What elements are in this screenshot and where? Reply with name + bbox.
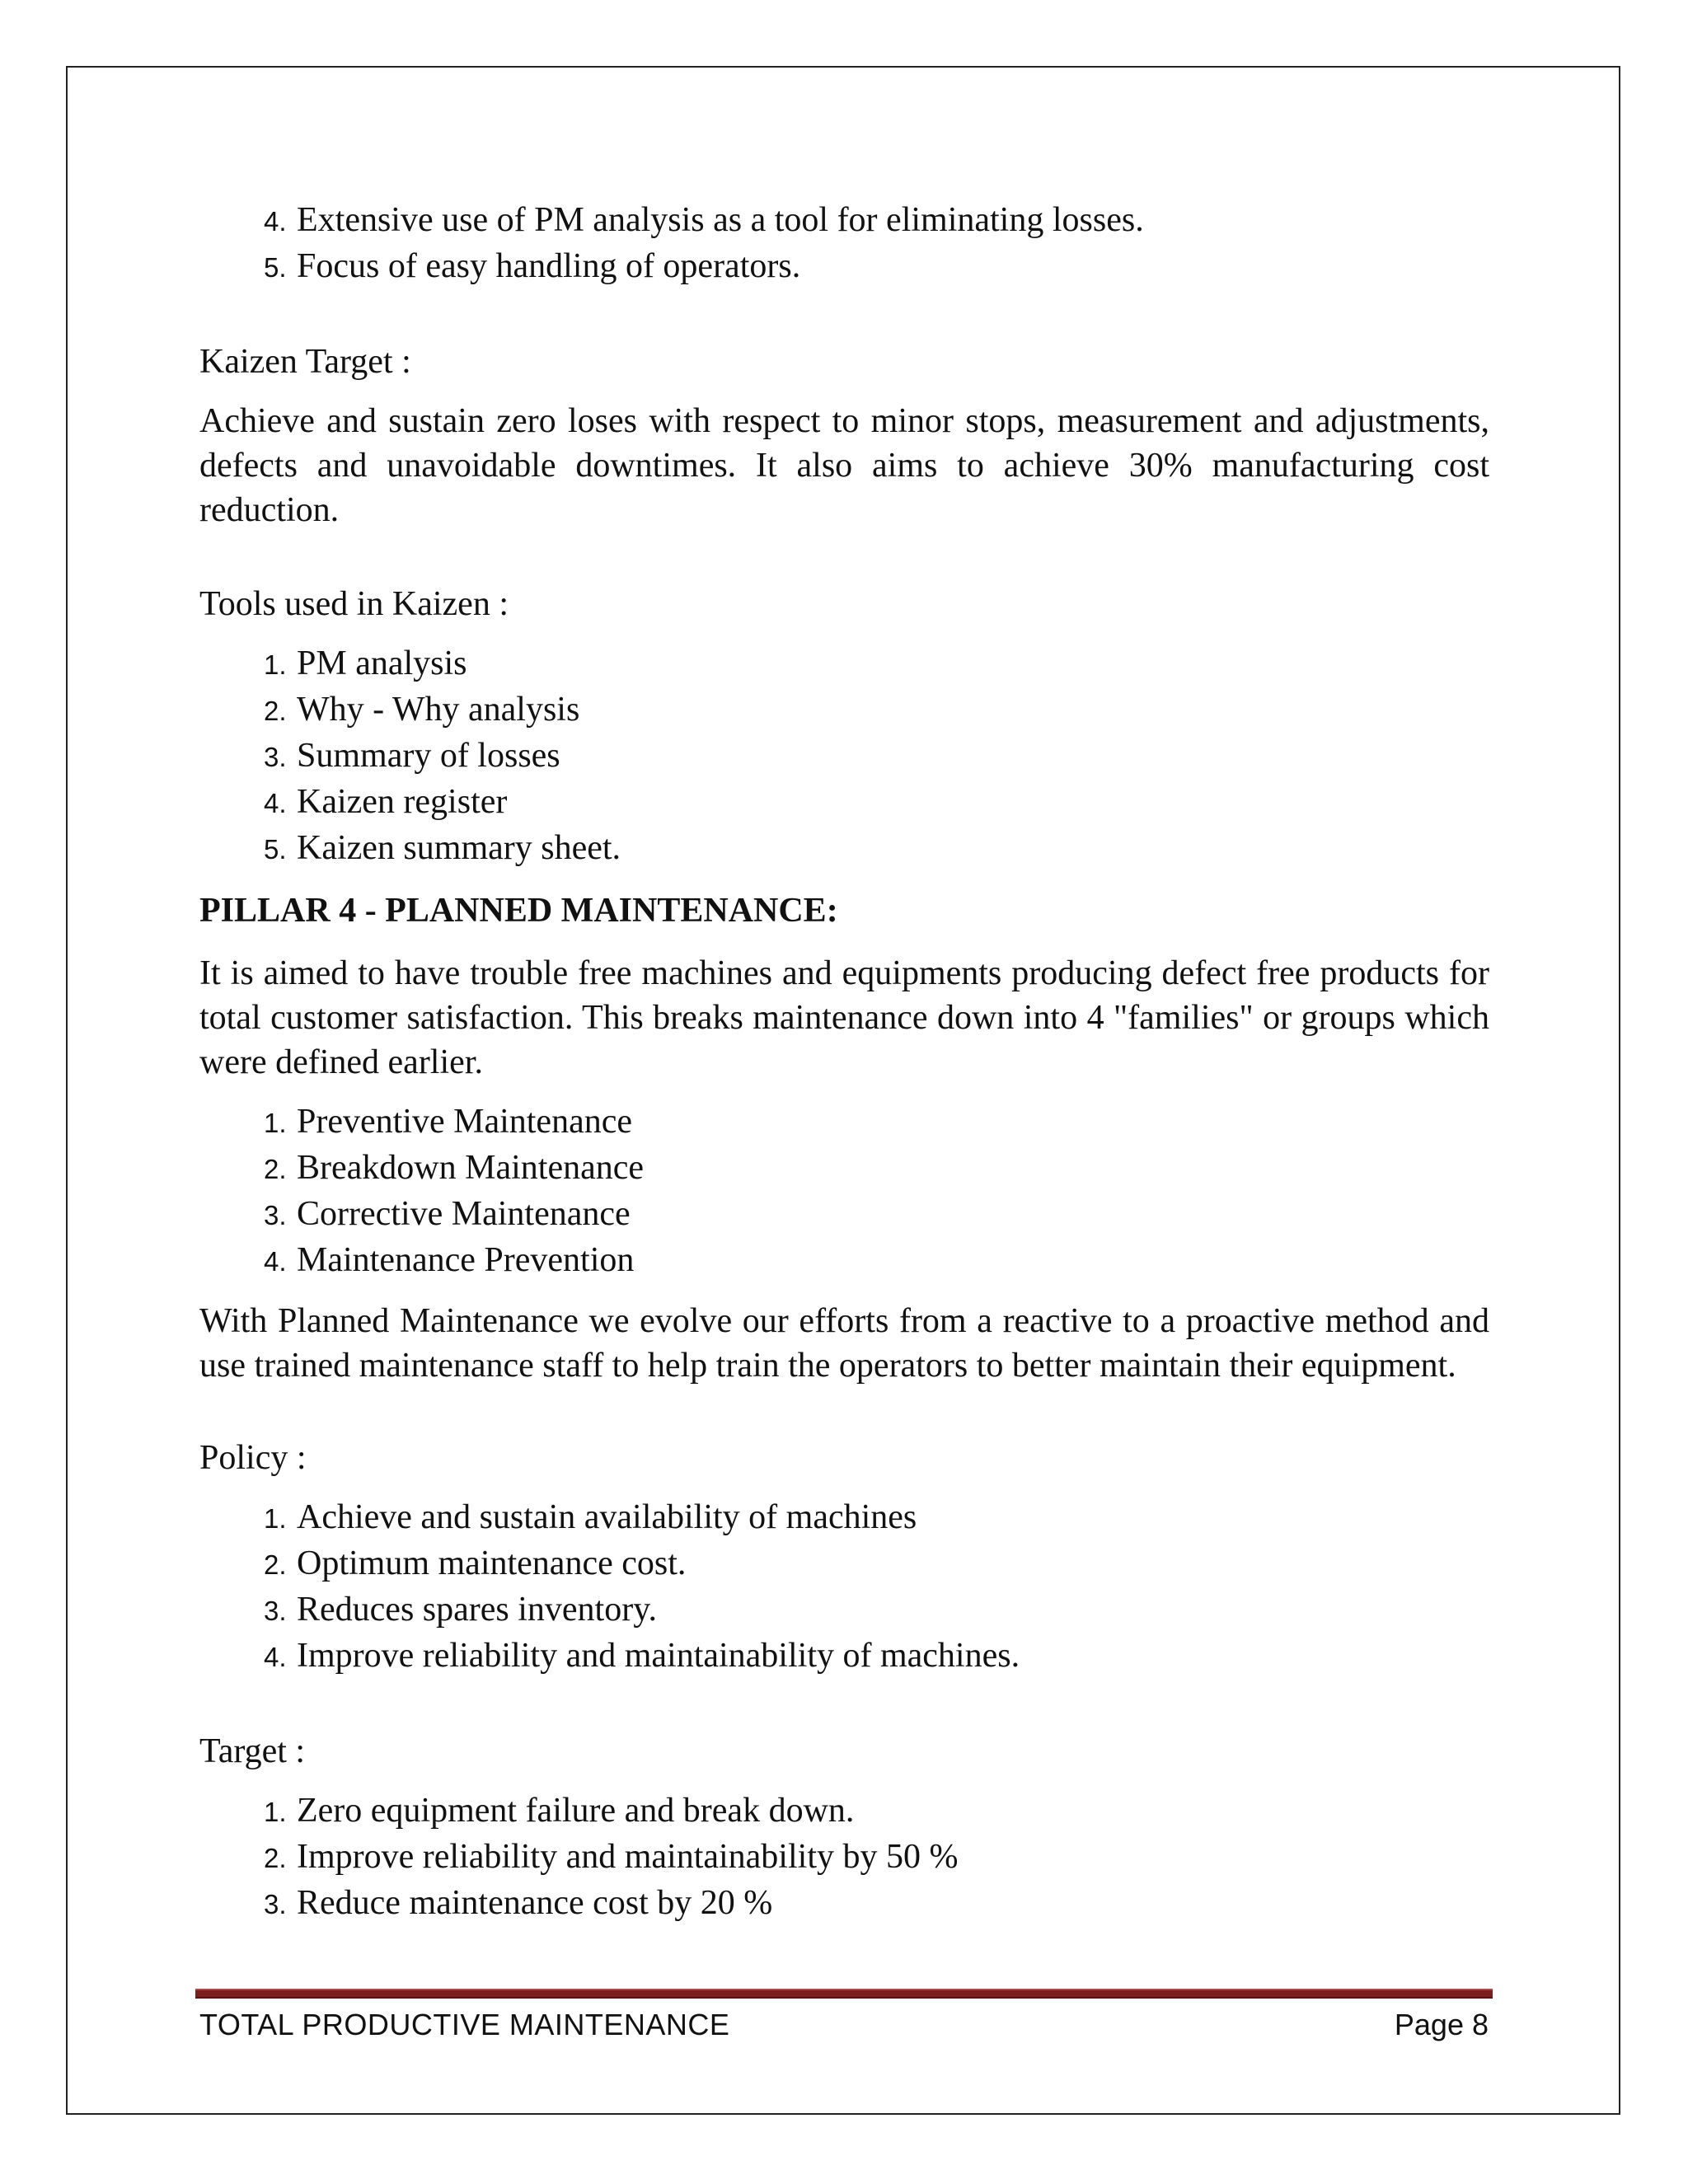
list-number: 1. bbox=[264, 649, 287, 680]
list-text: Optimum maintenance cost. bbox=[297, 1544, 687, 1582]
list-number: 2. bbox=[264, 1843, 287, 1873]
list-text: Corrective Maintenance bbox=[297, 1195, 631, 1233]
list-item bbox=[264, 1099, 1489, 1146]
tools-heading: Tools used in Kaizen : bbox=[199, 585, 509, 623]
list-item bbox=[264, 1192, 1489, 1238]
list-number: 2. bbox=[264, 696, 287, 726]
list-number: 3. bbox=[264, 1889, 287, 1919]
list-number: 1. bbox=[264, 1503, 287, 1534]
list-text: Kaizen register bbox=[297, 783, 508, 821]
target-list bbox=[199, 1788, 1489, 1927]
list-item bbox=[264, 1835, 1489, 1881]
list-number: 4. bbox=[264, 1246, 287, 1277]
page-number: Page 8 bbox=[1394, 2008, 1489, 2041]
list-number: 5. bbox=[264, 252, 287, 283]
list-item bbox=[264, 1633, 1489, 1680]
list-number: 1. bbox=[264, 1797, 287, 1827]
list-number: 3. bbox=[264, 1596, 287, 1626]
list-text: Maintenance Prevention bbox=[297, 1241, 635, 1279]
list-number: 3. bbox=[264, 1200, 287, 1230]
list-text: PM analysis bbox=[297, 644, 467, 682]
list-number: 3. bbox=[264, 742, 287, 772]
pillar4-heading: PILLAR 4 - PLANNED MAINTENANCE: bbox=[199, 892, 838, 930]
list-item bbox=[264, 780, 1489, 826]
list-text: Achieve and sustain availability of machines bbox=[297, 1498, 917, 1536]
tools-list bbox=[199, 641, 1489, 872]
list-item bbox=[264, 1238, 1489, 1284]
list-number: 2. bbox=[264, 1154, 287, 1184]
list-item bbox=[264, 198, 1489, 244]
footer-title: TOTAL PRODUCTIVE MAINTENANCE bbox=[199, 2008, 730, 2041]
list-text: Zero equipment failure and break down. bbox=[297, 1792, 855, 1830]
kaizen-target-heading: Kaizen Target : bbox=[199, 343, 411, 381]
list-item bbox=[264, 244, 1489, 290]
footer-rule bbox=[195, 1989, 1493, 1999]
list-item bbox=[264, 1541, 1489, 1587]
list-item bbox=[264, 687, 1489, 733]
list-number: 1. bbox=[264, 1108, 287, 1138]
list-text: Extensive use of PM analysis as a tool for eliminating losses. bbox=[297, 201, 1144, 239]
list-text: Improve reliability and maintainability by 50 % bbox=[297, 1838, 959, 1876]
document-body bbox=[199, 198, 1489, 1927]
families-list bbox=[199, 1099, 1489, 1284]
list-item bbox=[264, 733, 1489, 780]
list-text: Reduce maintenance cost by 20 % bbox=[297, 1884, 773, 1922]
policy-list bbox=[199, 1495, 1489, 1680]
list-item bbox=[264, 1495, 1489, 1541]
list-number: 2. bbox=[264, 1549, 287, 1580]
list-number: 4. bbox=[264, 1642, 287, 1672]
list-item bbox=[264, 826, 1489, 872]
kaizen-target-body: Achieve and sustain zero loses with respect to minor stops, measurement and adjustments, defects and unavoidable downtimes. It also aims to achieve 30% manufacturing cost reduction. bbox=[199, 402, 1489, 529]
list-text: Focus of easy handling of operators. bbox=[297, 247, 801, 285]
list-item bbox=[264, 1146, 1489, 1192]
target-heading: Target : bbox=[199, 1732, 306, 1770]
list-text: Why - Why analysis bbox=[297, 691, 580, 729]
list-item bbox=[264, 1881, 1489, 1927]
list-text: Kaizen summary sheet. bbox=[297, 829, 621, 867]
list-item bbox=[264, 1788, 1489, 1835]
list-text: Summary of losses bbox=[297, 737, 560, 775]
list-text: Reduces spares inventory. bbox=[297, 1591, 657, 1629]
list-text: Preventive Maintenance bbox=[297, 1103, 632, 1141]
list-number: 4. bbox=[264, 788, 287, 818]
list-text: Improve reliability and maintainability of machines. bbox=[297, 1637, 1020, 1675]
pillar4-intro: It is aimed to have trouble free machines and equipments producing defect free products for total customer satisfaction. This breaks maintenance down into 4 "families" or groups which were defined earlier. bbox=[199, 954, 1489, 1081]
list-item bbox=[264, 641, 1489, 687]
top-list bbox=[199, 198, 1489, 290]
list-number: 4. bbox=[264, 206, 287, 237]
list-number: 5. bbox=[264, 834, 287, 865]
policy-heading: Policy : bbox=[199, 1439, 307, 1477]
list-text: Breakdown Maintenance bbox=[297, 1149, 645, 1187]
pillar4-closing: With Planned Maintenance we evolve our efforts from a reactive to a proactive method and use trained maintenance staff to help train the operators to better maintain their equipment. bbox=[199, 1302, 1489, 1385]
list-item bbox=[264, 1587, 1489, 1633]
